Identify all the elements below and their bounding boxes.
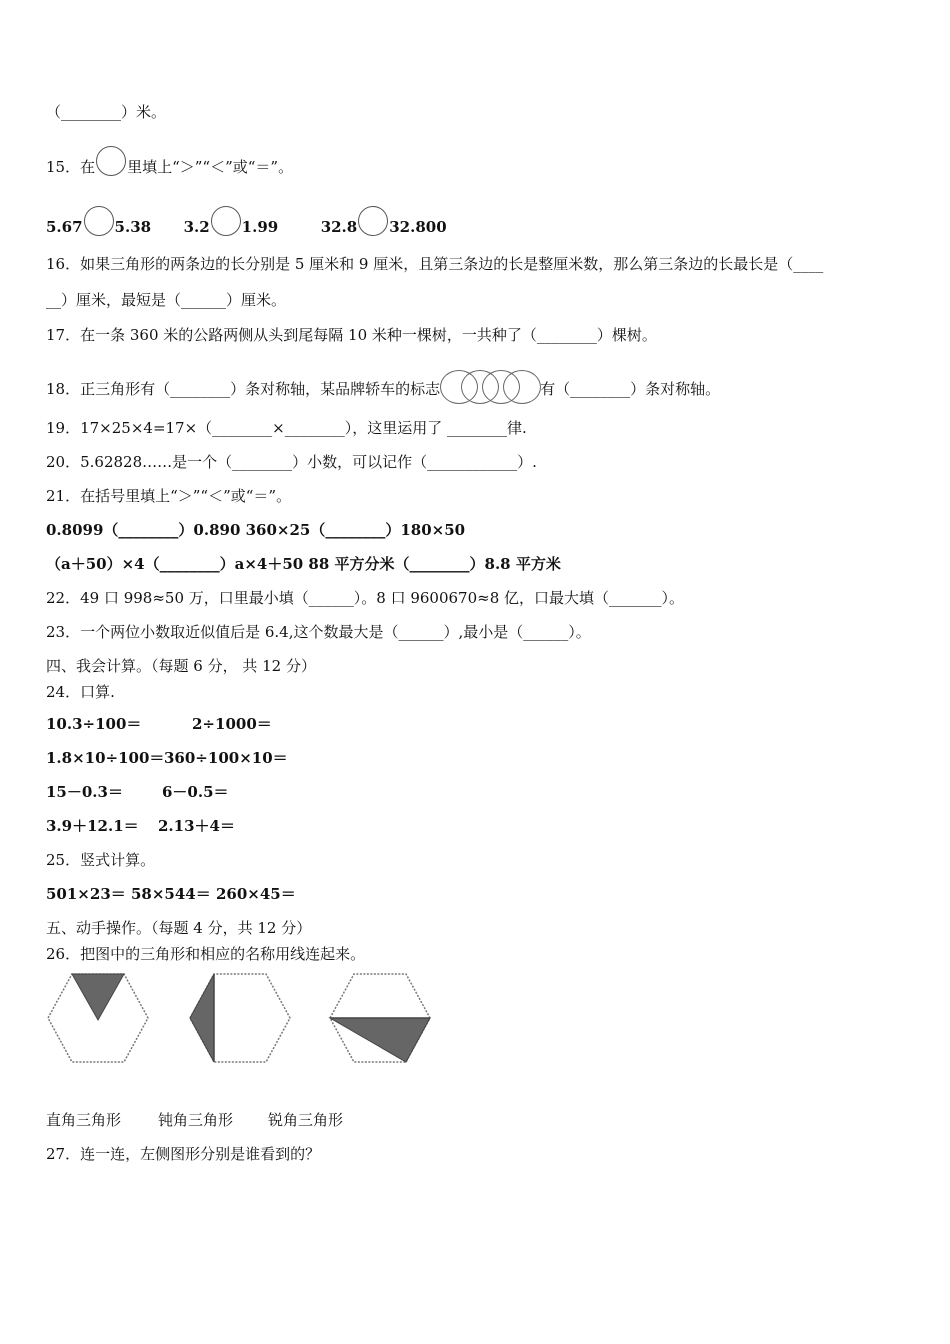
section-4-heading: 四、我会计算。（每题 6 分， 共 12 分） — [46, 657, 316, 675]
q24-expr: 2.13＋4＝ — [158, 817, 235, 835]
label-acute-triangle: 锐角三角形 — [268, 1111, 344, 1129]
q17: 17．在一条 360 米的公路两侧从头到尾每隔 10 米种一棵树，一共种了（________）棵树。 — [46, 326, 657, 344]
q24-expr: 6－0.5＝ — [162, 783, 229, 801]
hexagon-acute-triangle-icon — [46, 970, 150, 1066]
hexagon-figure-2 — [188, 970, 292, 1070]
q15-items — [46, 206, 447, 237]
hexagon-obtuse-triangle-icon — [188, 970, 292, 1066]
q18 — [46, 370, 720, 402]
q15-item-b: 5.38 — [114, 218, 152, 236]
q20: 20．5.62828……是一个（________）小数，可以记作（____________）. — [46, 453, 537, 471]
q24-title: 24．口算. — [46, 683, 115, 701]
q27: 27．连一连，左侧图形分别是谁看到的？ — [46, 1145, 321, 1163]
q15-pre: 15．在 — [46, 158, 96, 176]
q16-line1: 16．如果三角形的两条边的长分别是 5 厘米和 9 厘米，且第三条边的长是整厘米数，那么第三条边的长最长是（____ — [46, 255, 824, 273]
q24-expr: 360÷100×10＝ — [164, 749, 288, 767]
q24-expr: 10.3÷100＝ — [46, 715, 142, 733]
q24-row — [46, 782, 229, 802]
q25-row: 501×23＝ 58×544＝ 260×45＝ — [46, 885, 296, 903]
q22: 22．49 口 998≈50 万，口里最小填（______）。8 口 9600670≈8 亿，口最大填（_______）。 — [46, 589, 685, 607]
hexagon-right-triangle-icon — [328, 970, 432, 1066]
q15-item-a: 5.67 — [46, 218, 83, 236]
section-5-heading: 五、动手操作。（每题 4 分，共 12 分） — [46, 919, 312, 937]
q26-labels — [46, 1110, 343, 1130]
q15-item-a: 3.2 — [183, 218, 210, 236]
q24-row — [46, 714, 272, 734]
label-right-triangle: 直角三角形 — [46, 1111, 122, 1129]
hexagon-figure-3 — [328, 970, 432, 1070]
circle-icon — [96, 146, 126, 176]
q15-item-a: 32.8 — [320, 218, 358, 236]
q23: 23．一个两位小数取近似值后是 6.4,这个数最大是（______）,最小是（______）。 — [46, 623, 591, 641]
car-logo-rings-icon — [440, 370, 540, 402]
q15-post: 里填上“＞”“＜”或“＝”。 — [127, 158, 294, 176]
q24-row — [46, 748, 288, 768]
q21-title: 21．在括号里填上“＞”“＜”或“＝”。 — [46, 487, 292, 505]
q18-post: 有（________）条对称轴。 — [540, 380, 721, 398]
q19: 19．17×25×4=17×（________×________），这里运用了 ________律. — [46, 419, 527, 437]
q26-title: 26．把图中的三角形和相应的名称用线连起来。 — [46, 945, 366, 963]
q15-item-b: 32.800 — [389, 218, 447, 236]
q25-title: 25．竖式计算。 — [46, 851, 156, 869]
q14-tail: （________）米。 — [46, 103, 167, 121]
label-obtuse-triangle: 钝角三角形 — [158, 1111, 234, 1129]
q24-expr: 2÷1000＝ — [192, 715, 272, 733]
q24-expr: 1.8×10÷100＝ — [46, 749, 165, 767]
compare-circle-input[interactable] — [211, 206, 241, 236]
q18-pre: 18．正三角形有（________）条对称轴，某品牌轿车的标志 — [46, 380, 441, 398]
q24-row — [46, 816, 235, 836]
compare-circle-input[interactable] — [84, 206, 114, 236]
q16-line2: __）厘米，最短是（______）厘米。 — [46, 291, 287, 309]
q24-expr: 15－0.3＝ — [46, 783, 123, 801]
q15-item-b: 1.99 — [241, 218, 279, 236]
hexagon-figure-1 — [46, 970, 150, 1070]
compare-circle-input[interactable] — [358, 206, 388, 236]
q24-expr: 3.9＋12.1＝ — [46, 817, 139, 835]
q21-row1: 0.8099（________）0.890 360×25（________）180×50 — [46, 521, 466, 539]
q15-prompt — [46, 146, 293, 177]
q21-row2: （a＋50）×4（________）a×4＋50 88 平方分米（________）8.8 平方米 — [46, 555, 561, 573]
